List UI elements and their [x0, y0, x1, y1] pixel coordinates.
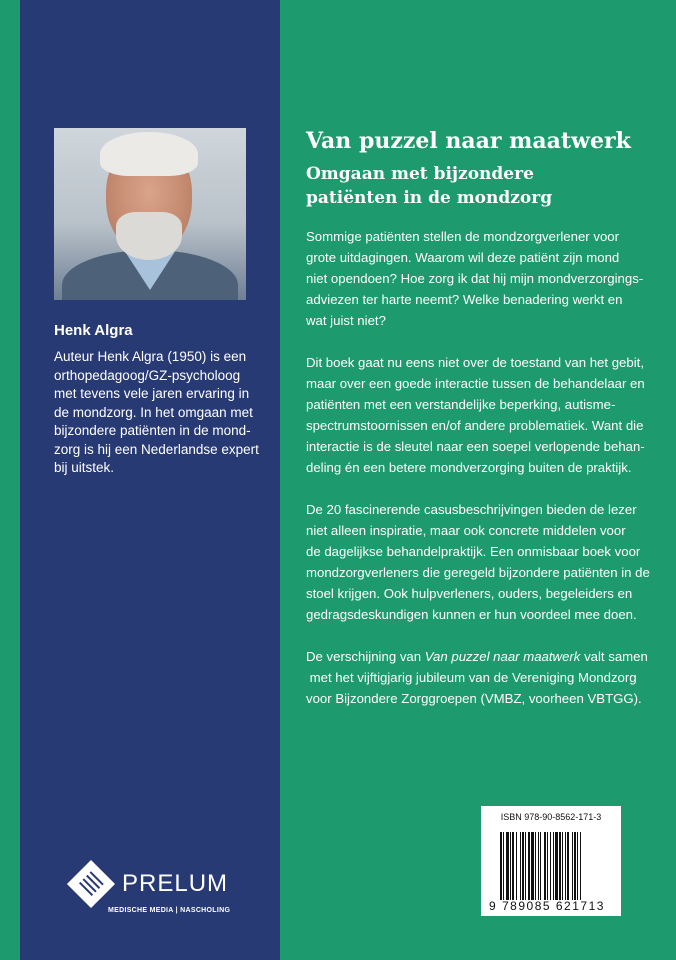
text: De verschijning van — [306, 649, 425, 664]
line: Sommige patiënten stellen de mondzorgverlener voor — [306, 229, 620, 244]
isbn-label: ISBN 978-90-8562-171-3 — [500, 812, 602, 822]
line: Dit boek gaat nu eens niet over de toestand van het gebit, — [306, 355, 644, 370]
bio-line: Auteur Henk Algra (1950) is een — [54, 349, 247, 364]
line: mondzorgverleners die geregeld bijzondere patiënten in de — [306, 565, 650, 580]
line: deling én een betere mondverzorging buiten de praktijk. — [306, 460, 632, 475]
line: niet opendoen? Hoe zorg ik dat hij mijn mondverzorgings- — [306, 271, 644, 286]
barcode-digits: 9 789085 621713 — [489, 899, 605, 913]
line: voor Bijzondere Zorggroepen (VMBZ, voorheen VBTGG). — [306, 691, 642, 706]
blurb-paragraph — [306, 226, 666, 331]
line: patiënten met een verstandelijke beperking, autisme- — [306, 397, 616, 412]
line: niet alleen inspiratie, maar ook concrete middelen voor — [306, 523, 626, 538]
author-bio — [54, 348, 259, 478]
author-photo — [54, 128, 246, 300]
title-reference: Van puzzel naar maatwerk — [424, 649, 581, 664]
bio-line: de mondzorg. In het omgaan met — [54, 404, 253, 420]
line: maar over een goede interactie tussen de behandelaar en — [306, 376, 645, 391]
blurb-paragraph — [306, 499, 666, 625]
bio-line: bij uitstek. — [54, 460, 115, 475]
book-title: Van puzzel naar maatwerk — [306, 128, 631, 154]
line: adviezen ter harte neemt? Welke benadering werkt en — [306, 292, 623, 307]
subtitle-line: patiënten in de mondzorg — [306, 188, 553, 208]
isbn-barcode — [481, 806, 621, 916]
publisher-logo — [68, 867, 228, 901]
line: gedragsdeskundigen kunnen er hun voordeel mee doen. — [306, 607, 637, 622]
book-subtitle — [306, 162, 552, 210]
line: met het vijftigjarig jubileum van de Vereniging Mondzorg — [306, 670, 637, 685]
line: De 20 fascinerende casusbeschrijvingen bieden de lezer — [306, 502, 637, 517]
prelum-logo-icon — [67, 860, 115, 908]
line: de dagelijkse behandelpraktijk. Een onmisbaar boek voor — [306, 544, 641, 559]
barcode-bars — [500, 832, 605, 900]
bio-line: bijzondere patiënten in de mond- — [54, 423, 251, 438]
text: valt samen — [580, 649, 648, 664]
line: grote uitdagingen. Waarom wil deze patiënt zijn mond — [306, 250, 620, 265]
bio-line: zorg is hij een Nederlandse expert — [54, 441, 259, 457]
bio-line: met tevens vele jaren ervaring in — [54, 386, 250, 401]
author-name: Henk Algra — [54, 322, 133, 339]
blurb-paragraph-final — [306, 646, 666, 709]
barcode-bar — [581, 832, 583, 900]
line — [306, 646, 666, 667]
bio-line: orthopedagoog/GZ-psycholoog — [54, 367, 241, 383]
blurb — [306, 226, 666, 730]
subtitle-line: Omgaan met bijzondere — [306, 164, 534, 184]
line: spectrumstoornissen en/of andere problematiek. Want die — [306, 418, 644, 433]
line: stoel krijgen. Ook hulpverleners, ouders, begeleiders en — [306, 586, 633, 601]
line: interactie is de sleutel naar een soepel verlopende behan- — [306, 439, 645, 454]
line: wat juist niet? — [306, 313, 386, 328]
publisher-name: PRELUM — [122, 870, 229, 897]
publisher-tagline: MEDISCHE MEDIA | NASCHOLING — [108, 907, 231, 914]
blurb-paragraph — [306, 352, 666, 478]
spine-strip — [0, 0, 20, 960]
